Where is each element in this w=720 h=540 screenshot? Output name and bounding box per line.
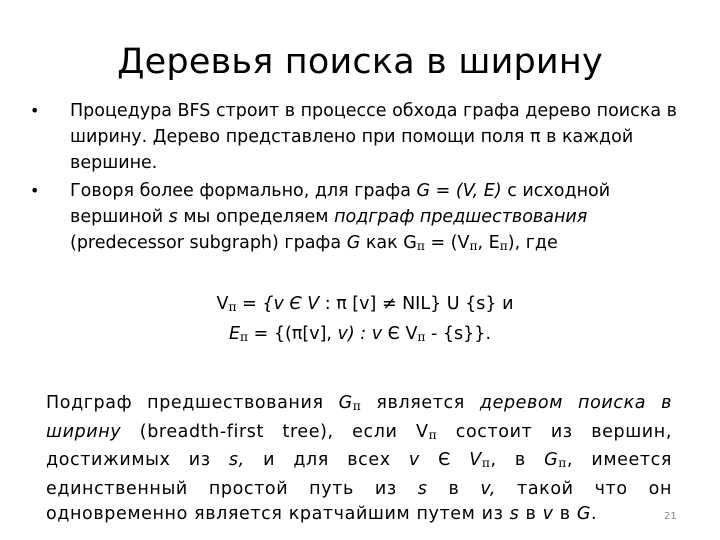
bullet-text	[70, 178, 690, 259]
text-run: Є V	[382, 324, 418, 344]
text-run: как G	[360, 233, 417, 253]
bullet-item	[30, 98, 690, 176]
text-run: в	[519, 504, 543, 524]
graph-symbol: G	[544, 450, 559, 470]
text-run: Подграф предшествования	[46, 393, 339, 413]
graph-symbol: G	[346, 233, 361, 253]
text-run: = {(π[v],	[248, 324, 338, 344]
text-run: такой что он одновременно является кратчайшим путем из	[46, 478, 672, 524]
pi-subscript: π	[417, 330, 426, 344]
text-run: , E	[477, 233, 500, 253]
source-vertex: s,	[228, 450, 245, 470]
text-run: , имеется единственный простой путь из	[46, 450, 672, 499]
graph-symbol: G	[338, 393, 353, 413]
set-notation: {v Є V	[262, 294, 320, 314]
pi-subscript: π	[469, 239, 478, 253]
pi-subscript: π	[228, 300, 237, 314]
text-run: (predecessor subgraph) графа	[70, 233, 347, 253]
page-number: 21	[664, 511, 677, 522]
text-run: =	[236, 294, 263, 314]
text-run: V	[216, 294, 229, 314]
text-run: Говоря более формально, для графа	[70, 181, 417, 201]
term-italic: деревом поиска в ширину	[46, 393, 672, 442]
vertex-symbol: v,	[480, 478, 497, 499]
text-run: мы определяем	[177, 207, 335, 227]
formula-vertices	[0, 294, 720, 314]
pi-subscript: π	[240, 330, 249, 344]
graph-symbol: G	[576, 504, 591, 524]
text-run: : π [v] ≠ NIL} U {s} и	[319, 294, 514, 314]
text-run: , в	[490, 450, 545, 470]
vertex-symbol: v	[542, 504, 554, 524]
text-run: ), где	[507, 233, 558, 253]
bullet-text: Процедура BFS строит в процессе обхода графа дерево поиска в ширину. Дерево представлено при помощи поля π в каждой вершине.	[70, 101, 677, 173]
bullet-icon: •	[30, 101, 40, 120]
text-run: в	[553, 504, 577, 524]
pi-subscript: π	[416, 239, 425, 253]
pi-subscript: π	[481, 456, 491, 470]
edge-symbol: E	[228, 324, 241, 344]
text-run: Є	[419, 450, 470, 470]
bullet-icon: •	[30, 181, 40, 200]
pi-subscript: π	[352, 399, 362, 413]
text-run: (breadth-first tree), если V	[121, 421, 429, 442]
slide-title: Деревья поиска в ширину	[117, 42, 603, 82]
bullet-list	[30, 98, 690, 261]
definition-paragraph	[46, 391, 672, 528]
bullet-item	[30, 178, 690, 259]
vertex-set-symbol: V	[469, 450, 482, 470]
text-run: - {s}}.	[425, 324, 492, 344]
source-vertex: s	[509, 504, 520, 524]
text-run: в	[427, 478, 481, 499]
text-run: является	[361, 393, 480, 413]
text-run: с исходной вершиной	[70, 181, 611, 227]
vertex-symbol: v	[408, 450, 420, 470]
text-run: = (V	[424, 233, 470, 253]
source-vertex: s	[168, 207, 178, 227]
pi-subscript: π	[558, 456, 567, 470]
text-run: .	[591, 504, 598, 524]
term-italic: подграф предшествования	[334, 207, 588, 227]
pi-subscript: π	[499, 239, 508, 253]
formula-edges	[0, 324, 720, 344]
set-notation: v) : v	[337, 324, 383, 344]
pi-subscript: π	[428, 427, 438, 442]
text-run: состоит из вершин, достижимых из	[46, 421, 672, 470]
graph-notation: G = (V, E)	[416, 181, 502, 201]
source-vertex: s	[417, 478, 428, 499]
text-run: и для всех	[244, 450, 409, 470]
